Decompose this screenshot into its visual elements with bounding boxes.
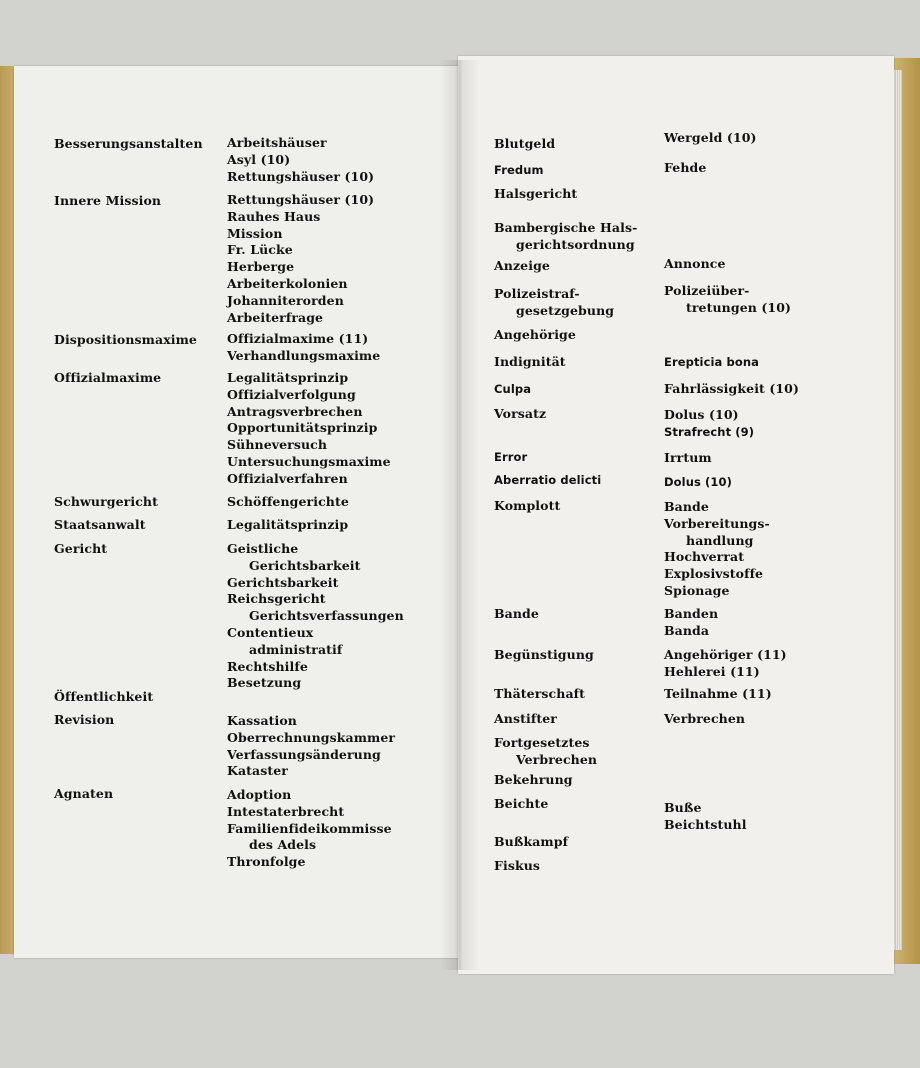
index-line: Begünstigung — [494, 647, 594, 662]
left-index-term — [54, 193, 161, 210]
right-index-ref — [664, 130, 757, 147]
right-index-ref — [664, 283, 791, 317]
index-line: Hehlerei (11) — [664, 663, 760, 679]
left-index-term — [54, 517, 146, 534]
right-index-term — [494, 647, 594, 664]
index-line: Arbeiterfrage — [227, 309, 324, 325]
right-index-ref — [664, 160, 706, 177]
index-line: Fredum — [494, 163, 544, 177]
index-line: Annonce — [664, 256, 726, 271]
index-line: Sühneversuch — [227, 437, 328, 453]
index-line: Verbrechen — [664, 711, 746, 726]
index-line: Adoption — [227, 787, 292, 802]
right-index-ref — [664, 800, 747, 834]
index-line: Spionage — [664, 582, 730, 598]
right-index-term — [494, 381, 531, 398]
right-index-term — [494, 686, 585, 703]
right-index-term — [494, 772, 573, 789]
left-index-ref — [227, 541, 404, 692]
right-index-term — [494, 796, 548, 813]
right-index-ref — [664, 606, 718, 640]
index-line: Culpa — [494, 382, 532, 396]
index-line: Wergeld (10) — [664, 130, 757, 145]
index-line: Öffentlichkeit — [54, 689, 154, 704]
right-index-term — [494, 136, 555, 153]
index-line: Dispositionsmaxime — [54, 332, 197, 347]
index-line: Indignität — [494, 354, 566, 369]
left-index-ref — [227, 331, 380, 365]
index-line: tretungen (10) — [686, 299, 792, 315]
index-line: Irrtum — [664, 450, 712, 465]
index-line: Blutgeld — [494, 136, 556, 151]
left-index-ref — [227, 370, 391, 488]
left-index-ref — [227, 517, 348, 534]
index-line: Fr. Lücke — [227, 242, 293, 258]
index-line: Banda — [664, 622, 710, 638]
index-line: Fortgesetztes — [494, 735, 590, 750]
index-line: Teilnahme (11) — [664, 686, 772, 701]
left-index-ref — [227, 192, 374, 326]
right-index-ref — [664, 711, 745, 728]
right-index-term — [494, 449, 527, 466]
right-index-term — [494, 354, 566, 371]
right-index-term — [494, 606, 539, 623]
left-index-ref — [227, 787, 392, 871]
index-line: Staatsanwalt — [54, 517, 146, 532]
right-index-ref — [664, 354, 759, 371]
index-line: Bande — [664, 499, 709, 514]
index-line: Rettungshäuser (10) — [227, 192, 375, 207]
index-line: Dolus (10) — [664, 407, 739, 422]
index-line: Bande — [494, 606, 539, 621]
left-index-term — [54, 494, 158, 511]
index-line: Familienfideikommisse — [227, 820, 392, 836]
right-index-term — [494, 286, 614, 320]
left-index-ref — [227, 494, 349, 511]
index-line: Legalitätsprinzip — [227, 517, 349, 532]
index-line: Schwurgericht — [54, 494, 158, 509]
index-line: Legalitätsprinzip — [227, 370, 349, 385]
right-index-term — [494, 186, 577, 203]
index-line: Rauhes Haus — [227, 208, 321, 224]
index-line: Arbeitshäuser — [227, 135, 327, 150]
index-line: Aberratio delicti — [494, 473, 602, 487]
index-line: Revision — [54, 712, 115, 727]
index-line: Beichtstuhl — [664, 816, 747, 832]
right-index-term — [494, 834, 568, 851]
index-line: Kassation — [227, 713, 297, 728]
index-line: Gerichtsbarkeit — [227, 574, 339, 590]
right-index-ref — [664, 407, 754, 441]
index-line: des Adels — [249, 837, 317, 853]
right-index-term — [494, 220, 637, 254]
right-index-term — [494, 406, 546, 423]
index-line: Bußkampf — [494, 834, 569, 849]
right-index-term — [494, 711, 557, 728]
index-line: Anstifter — [494, 711, 557, 726]
index-line: Arbeiterkolonien — [227, 275, 348, 291]
index-line: Fiskus — [494, 858, 541, 873]
index-line: Komplott — [494, 498, 561, 513]
index-line: Offizialmaxime (11) — [227, 331, 369, 346]
index-line: Intestaterbrecht — [227, 803, 345, 819]
index-line: Halsgericht — [494, 186, 578, 201]
index-line: Herberge — [227, 259, 295, 275]
index-line: Offizialmaxime — [54, 370, 162, 385]
index-line: Schöffengerichte — [227, 494, 349, 509]
index-line: Explosivstoffe — [664, 566, 764, 582]
index-line: Besetzung — [227, 675, 302, 691]
right-index-ref — [664, 256, 726, 273]
left-index-term — [54, 786, 113, 803]
index-line: Mission — [227, 225, 283, 241]
index-line: Angehörige — [494, 327, 576, 342]
index-line: Antragsverbrechen — [227, 403, 363, 419]
index-line: Dolus (10) — [664, 475, 732, 489]
index-line: Bekehrung — [494, 772, 573, 787]
index-line: Erepticia bona — [664, 355, 760, 369]
index-line: Besserungsanstalten — [54, 136, 203, 151]
index-line: Rechtshilfe — [227, 658, 308, 674]
index-line: Fehde — [664, 160, 707, 175]
index-line: Gerichtsverfassungen — [249, 608, 404, 624]
index-line: Buße — [664, 800, 702, 815]
index-line: Offizialverfolgung — [227, 386, 356, 402]
right-index-term — [494, 258, 550, 275]
index-line: Opportunitätsprinzip — [227, 420, 378, 436]
index-line: Polizeistraf- — [494, 286, 580, 301]
index-line: Banden — [664, 606, 719, 621]
right-index-ref — [664, 499, 770, 600]
index-line: Agnaten — [54, 786, 114, 801]
index-line: Thäterschaft — [494, 686, 585, 701]
right-index-term — [494, 735, 597, 769]
right-index-ref — [664, 647, 787, 681]
index-line: Gerichtsbarkeit — [249, 557, 361, 573]
index-line: Vorsatz — [494, 406, 547, 421]
index-line: Johanniterorden — [227, 292, 344, 308]
index-line: Verbrechen — [516, 751, 598, 767]
index-line: Innere Mission — [54, 193, 162, 208]
left-index-term — [54, 136, 203, 153]
right-index-ref — [664, 474, 732, 491]
index-line: Geistliche — [227, 541, 299, 556]
left-index-term — [54, 332, 197, 349]
index-line: Rettungshäuser (10) — [227, 168, 375, 184]
index-line: Contentieux — [227, 624, 314, 640]
index-line: Kataster — [227, 763, 288, 779]
right-index-ref — [664, 450, 712, 467]
right-index-term — [494, 327, 576, 344]
right-index-ref — [664, 686, 772, 703]
left-index-term — [54, 689, 153, 706]
index-line: Polizeiüber- — [664, 283, 750, 298]
left-index-term — [54, 370, 161, 387]
index-line: Vorbereitungs- — [664, 515, 770, 531]
index-line: Offizialverfahren — [227, 470, 348, 486]
index-line: Fahrlässigkeit (10) — [664, 381, 799, 396]
index-line: gerichtsordnung — [516, 236, 635, 252]
index-line: Asyl (10) — [227, 151, 291, 167]
index-line: Error — [494, 450, 528, 464]
index-line: Verfassungsänderung — [227, 746, 381, 762]
index-line: Verhandlungsmaxime — [227, 347, 381, 363]
left-index-term — [54, 712, 114, 729]
index-line: Hochverrat — [664, 549, 745, 565]
right-index-term — [494, 472, 601, 489]
index-line: Angehöriger (11) — [664, 647, 787, 662]
index-line: Gericht — [54, 541, 108, 556]
index-line: Anzeige — [494, 258, 550, 273]
index-line: Bambergische Hals- — [494, 220, 638, 235]
index-line: Strafrecht (9) — [664, 424, 755, 439]
right-index-ref — [664, 381, 799, 398]
index-line: handlung — [686, 532, 754, 548]
index-line: administratif — [249, 641, 343, 657]
left-index-ref — [227, 713, 395, 780]
index-line: Thronfolge — [227, 854, 306, 870]
left-index-term — [54, 541, 107, 558]
right-index-term — [494, 498, 560, 515]
index-line: Untersuchungsmaxime — [227, 453, 391, 469]
right-index-term — [494, 162, 544, 179]
index-line: Oberrechnungskammer — [227, 729, 396, 745]
index-line: Reichsgericht — [227, 591, 326, 607]
index-line: Beichte — [494, 796, 549, 811]
index-line: gesetzgebung — [516, 302, 615, 318]
right-index-term — [494, 858, 540, 875]
left-index-ref — [227, 135, 374, 185]
